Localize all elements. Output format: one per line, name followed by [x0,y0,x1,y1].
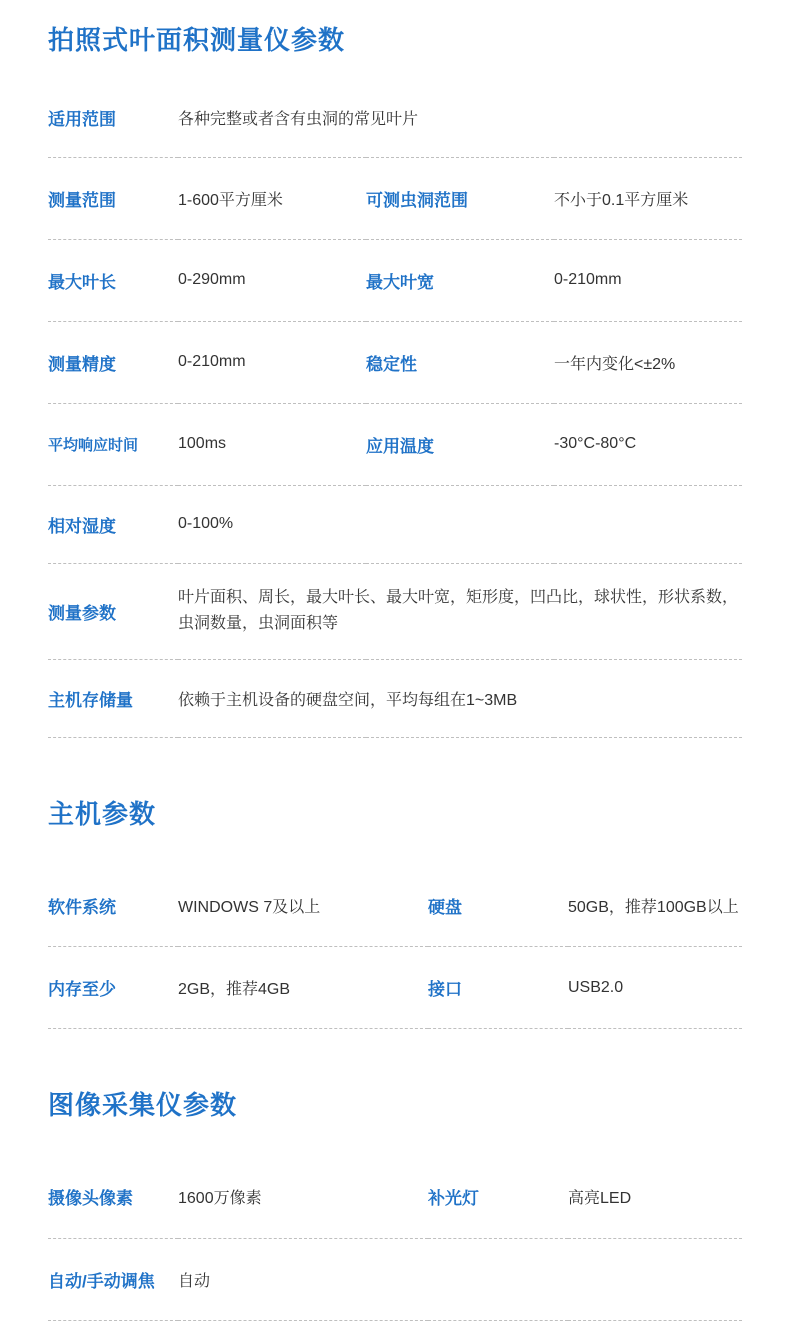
table-row [48,865,742,947]
spec-value: 高亮LED [568,1190,632,1208]
spacer [48,1122,742,1156]
table-row [48,563,742,659]
spec-value: 0-210mm [178,353,246,370]
spec-label: 可测虫洞范围 [366,190,468,210]
spec-value: USB2.0 [568,978,624,996]
spec-label: 补光灯 [428,1189,479,1209]
spec-label: 最大叶宽 [366,272,434,292]
spec-label: 软件系统 [48,897,116,917]
spacer [48,57,742,79]
spec-value: 自动 [178,1272,211,1290]
spec-value: 叶片面积、周长，最大叶长、最大叶宽，矩形度，凹凸比，球状性，形状系数，虫洞数量，虫洞面积等 [178,589,739,632]
spec-label: 适用范围 [48,110,116,130]
table-row [48,1156,742,1238]
table-row [48,79,742,157]
spec-label: 稳定性 [366,354,417,374]
spec-value: 各种完整或者含有虫洞的常见叶片 [178,111,419,129]
spec-label: 测量范围 [48,190,116,210]
spec-value: 1600万像素 [178,1190,262,1208]
table-row [48,485,742,563]
table-row [48,1238,742,1320]
table-row [48,239,742,321]
spec-label: 测量参数 [48,603,116,623]
spec-value: 100ms [178,435,227,452]
section-title-leaf-area-meter: 拍照式叶面积测量仪参数 [48,25,346,55]
spec-label: 摄像头像素 [48,1189,133,1209]
spec-label: 自动/手动调焦 [48,1271,155,1291]
spec-table-image-capture [48,1156,742,1321]
section-title-host-params: 主机参数 [48,798,157,829]
spec-label: 测量精度 [48,354,116,374]
spec-value: 不小于0.1平方厘米 [554,191,689,209]
spec-value: 0-290mm [178,271,246,288]
spacer [48,831,742,865]
spec-value: WINDOWS 7及以上 [178,898,321,916]
table-row [48,321,742,403]
spacer [48,1029,742,1085]
spec-value: 0-210mm [554,271,622,288]
spec-value: 50GB，推荐100GB以上 [568,898,739,916]
table-row [48,947,742,1029]
spec-value: 1-600平方厘米 [178,191,283,209]
spec-value: -30°C-80°C [554,435,637,452]
spec-label: 接口 [428,980,462,999]
spec-value: 一年内变化<±2% [554,355,676,373]
spec-label: 硬盘 [428,897,462,917]
spec-label: 应用温度 [366,436,434,456]
spec-value: 0-100% [178,515,234,532]
spec-table-leaf-area-meter [48,79,742,738]
spec-label: 相对湿度 [48,516,116,536]
section-title-image-capture: 图像采集仪参数 [48,1090,238,1120]
table-row [48,403,742,485]
spec-table-host-params [48,865,742,1030]
spec-label: 内存至少 [48,980,116,999]
table-row [48,157,742,239]
table-row [48,659,742,737]
spec-label: 最大叶长 [48,272,116,292]
spec-value: 2GB，推荐4GB [178,981,291,998]
spacer [48,738,742,794]
spec-label: 主机存储量 [48,690,133,710]
spec-value: 依赖于主机设备的硬盘空间，平均每组在1~3MB [178,691,518,709]
spec-label: 平均响应时间 [48,436,139,454]
